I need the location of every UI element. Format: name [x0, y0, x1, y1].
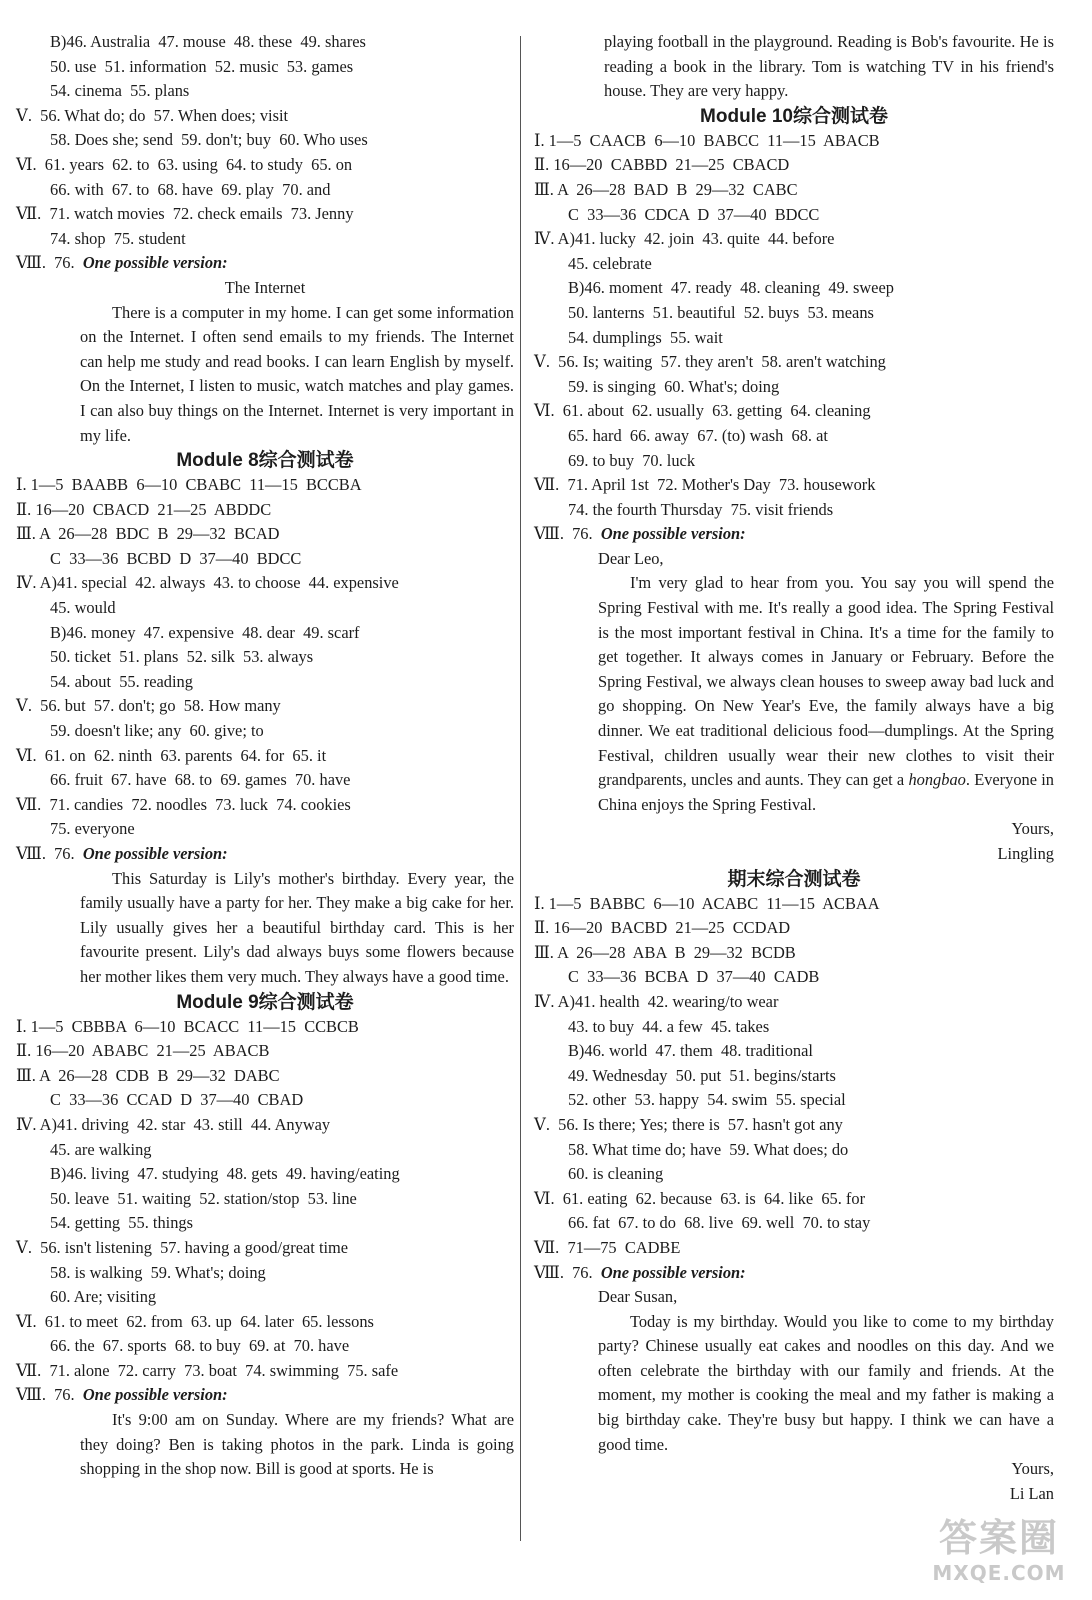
final-exam-answers	[534, 892, 1054, 1261]
answer-line: Ⅵ. 61. years 62. to 63. using 64. to study 65. on	[16, 154, 353, 174]
answer-line: Ⅴ. 56. but 57. don't; go 58. How many	[16, 696, 281, 716]
answer-line: B)46. moment 47. ready 48. cleaning 49. sweep	[568, 278, 894, 298]
answer-line: 43. to buy 44. a few 45. takes	[568, 1016, 770, 1036]
answer-line: 58. What time do; have 59. What does; do	[568, 1139, 849, 1159]
answer-line: 58. Does she; send 59. don't; buy 60. Who uses	[50, 130, 368, 150]
answer-line: Ⅶ. 71—75 CADBE	[534, 1237, 681, 1257]
answer-line: Ⅲ. A 26—28 ABA B 29—32 BCDB	[534, 942, 796, 962]
one-possible-label: One possible version:	[600, 524, 746, 544]
right-column	[534, 30, 1054, 1506]
site-watermark-logo: 答案圈 MXQE.COM	[932, 1516, 1066, 1585]
answer-line: 54. getting 55. things	[50, 1213, 193, 1233]
answer-line: Ⅳ. A)41. special 42. always 43. to choose 44. expensive	[16, 573, 399, 593]
answer-line: C 33—36 BCBD D 37—40 BDCC	[50, 548, 302, 568]
left-column	[16, 30, 514, 1482]
answer-line: B)46. world 47. them 48. traditional	[568, 1041, 813, 1061]
one-possible-label: One possible version:	[82, 1385, 228, 1405]
answer-line: 66. the 67. sports 68. to buy 69. at 70. have	[50, 1336, 350, 1356]
answer-line: Ⅰ. 1—5 CAACB 6—10 BABCC 11—15 ABACB	[534, 130, 880, 150]
answer-line: 58. is walking 59. What's; doing	[50, 1262, 266, 1282]
answer-line: Ⅲ. A 26—28 BDC B 29—32 BCAD	[16, 524, 280, 544]
module10-answers	[534, 129, 1054, 523]
answer-line: 49. Wednesday 50. put 51. begins/starts	[568, 1065, 836, 1085]
letter-birthday-party: Today is my birthday. Would you like to come to my birthday party? Chinese usually eat cakes and noodles on this day. And we often celebrate the birthday with our family and friends. At the moment, my mother is cooking the meal and my father is making a big birthday cake. They're busy but happy. I think we can have a good time.	[598, 1311, 1054, 1454]
one-possible-label: One possible version:	[82, 253, 228, 273]
answer-line: B)46. Australia 47. mouse 48. these 49. shares	[50, 32, 366, 51]
answer-line: Ⅵ. 61. on 62. ninth 63. parents 64. for 65. it	[16, 745, 327, 765]
answer-line: 69. to buy 70. luck	[568, 450, 696, 470]
letter-spring-festival: I'm very glad to hear from you. You say you will spend the Spring Festival with me. It's really a good idea. The Spring Festival is the most important festival in China. It's a time for the family to get together. It always comes in January or February. Before the Spring Festival, we always clean houses to sweep away bad luck and go shopping. On New Year's Eve, the family always have a big dinner. We eat traditional delicious food—dumplings. At the Spring Festival, children usually wear their new clothes to visit their grandparents, uncles and aunts. They can get a hongbao. Everyone in China enjoys the Spring Festival.	[598, 573, 1055, 814]
answer-line: Ⅰ. 1—5 BABBC 6—10 ACABC 11—15 ACBAA	[534, 893, 880, 913]
essay-birthday-lily: This Saturday is Lily's mother's birthday. Every year, the family usually have a party for her. They make a big cake for her. Lily usually gives her a beautiful birthday card. This is her favourite present. Lily's dad always buys some flowers because her mother likes them very much. They always have a good time.	[80, 868, 514, 986]
answer-line: Ⅴ. 56. isn't listening 57. having a good/great time	[16, 1237, 349, 1257]
module10-heading: Module 10综合测试卷	[700, 105, 888, 127]
answer-line: 74. shop 75. student	[50, 228, 186, 248]
module7-answers	[16, 30, 514, 251]
section8-number: Ⅷ. 76. One possible version:	[16, 1385, 228, 1405]
answer-line: Ⅳ. A)41. health 42. wearing/to wear	[534, 991, 779, 1011]
answer-line: 50. ticket 51. plans 52. silk 53. always	[50, 647, 314, 667]
answer-line: 75. everyone	[50, 819, 135, 839]
answer-line: B)46. money 47. expensive 48. dear 49. scarf	[50, 622, 360, 642]
answer-line: Ⅶ. 71. April 1st 72. Mother's Day 73. housework	[534, 475, 876, 495]
answer-line: Ⅶ. 71. alone 72. carry 73. boat 74. swimming 75. safe	[16, 1360, 399, 1380]
answer-line: Ⅱ. 16—20 ABABC 21—25 ABACB	[16, 1041, 270, 1061]
answer-line: B)46. living 47. studying 48. gets 49. having/eating	[50, 1164, 400, 1184]
module8-heading: Module 8综合测试卷	[176, 450, 354, 472]
answer-line: 54. cinema 55. plans	[50, 81, 190, 101]
answer-line: Ⅵ. 61. eating 62. because 63. is 64. like 65. for	[534, 1188, 866, 1208]
section8-number: Ⅷ. 76. One possible version:	[16, 844, 228, 863]
answer-line: Ⅵ. 61. to meet 62. from 63. up 64. later 65. lessons	[16, 1311, 374, 1331]
answer-line: C 33—36 CCAD D 37—40 CBAD	[50, 1090, 304, 1110]
letter-signature: Lingling	[997, 844, 1054, 863]
answer-line: Ⅱ. 16—20 CBACD 21—25 ABDDC	[16, 499, 272, 519]
answer-line: Ⅲ. A 26—28 CDB B 29—32 DABC	[16, 1065, 280, 1085]
essay-internet: There is a computer in my home. I can get some information on the Internet. I often send emails to my friends. The Internet can help me study and read books. I can learn English by myself. On the Internet, I listen to music, watch matches and play games. I can also buy things on the Internet. Internet is very important in my life.	[80, 302, 514, 445]
answer-line: Ⅱ. 16—20 BACBD 21—25 CCDAD	[534, 918, 791, 938]
answer-line: 60. Are; visiting	[50, 1287, 157, 1307]
letter-closing: Yours,	[1011, 1459, 1054, 1479]
answer-line: Ⅴ. 56. Is there; Yes; there is 57. hasn't got any	[534, 1114, 843, 1134]
section8-number: Ⅷ. 76. One possible version:	[534, 1262, 746, 1282]
answer-line: Ⅰ. 1—5 CBBBA 6—10 BCACC 11—15 CCBCB	[16, 1016, 359, 1036]
answer-line: C 33—36 CDCA D 37—40 BDCC	[568, 204, 820, 224]
answer-line: Ⅳ. A)41. driving 42. star 43. still 44. Anyway	[16, 1114, 331, 1134]
essay-sunday-friends-part1: It's 9:00 am on Sunday. Where are my friends? What are they doing? Ben is taking photos in the park. Linda is going shopping in the shop now. Bill is good at sports. He is	[80, 1410, 514, 1479]
answer-line: 59. doesn't like; any 60. give; to	[50, 721, 264, 741]
answer-line: Ⅵ. 61. about 62. usually 63. getting 64. cleaning	[534, 401, 871, 421]
answer-line: Ⅶ. 71. candies 72. noodles 73. luck 74. cookies	[16, 794, 351, 814]
answer-line: Ⅰ. 1—5 BAABB 6—10 CBABC 11—15 BCCBA	[16, 475, 362, 495]
answer-line: Ⅳ. A)41. lucky 42. join 43. quite 44. before	[534, 229, 835, 249]
answer-line: Ⅶ. 71. watch movies 72. check emails 73. Jenny	[16, 204, 354, 224]
module8-answers	[16, 473, 514, 842]
answer-line: 74. the fourth Thursday 75. visit friends	[568, 499, 834, 519]
answer-line: 45. would	[50, 598, 116, 618]
letter-signature: Li Lan	[1009, 1483, 1054, 1503]
answer-line: 45. are walking	[50, 1139, 152, 1159]
letter-greeting: Dear Susan,	[598, 1287, 678, 1307]
final-exam-heading: 期末综合测试卷	[727, 868, 861, 890]
section8-number: Ⅷ. 76. One possible version:	[16, 253, 228, 273]
essay-title: The Internet	[224, 277, 306, 297]
answer-line: 66. with 67. to 68. have 69. play 70. and	[50, 179, 331, 199]
letter-greeting: Dear Leo,	[598, 548, 664, 568]
answer-line: 52. other 53. happy 54. swim 55. special	[568, 1090, 846, 1110]
module9-answers	[16, 1015, 514, 1384]
answer-line: 50. use 51. information 52. music 53. games	[50, 56, 354, 76]
answer-line: Ⅱ. 16—20 CABBD 21—25 CBACD	[534, 155, 790, 175]
answer-line: 65. hard 66. away 67. (to) wash 68. at	[568, 425, 828, 445]
essay-sunday-friends-part2: playing football in the playground. Reading is Bob's favourite. He is reading a book in the library. Tom is watching TV in his friend's house. They are very happy.	[604, 32, 1054, 101]
answer-line: 54. dumplings 55. wait	[568, 327, 723, 347]
answer-line: Ⅲ. A 26—28 BAD B 29—32 CABC	[534, 179, 798, 199]
section8-number: Ⅷ. 76. One possible version:	[534, 524, 746, 544]
column-divider	[520, 36, 521, 1541]
one-possible-label: One possible version:	[82, 844, 228, 863]
answer-line: 60. is cleaning	[568, 1164, 664, 1184]
answer-line: 66. fat 67. to do 68. live 69. well 70. to stay	[568, 1213, 871, 1233]
one-possible-label: One possible version:	[600, 1262, 746, 1282]
answer-line: 59. is singing 60. What's; doing	[568, 376, 780, 396]
module9-heading: Module 9综合测试卷	[176, 991, 354, 1013]
answer-line: 45. celebrate	[568, 253, 652, 273]
answer-line: C 33—36 BCBA D 37—40 CADB	[568, 967, 820, 987]
answer-line: 50. lanterns 51. beautiful 52. buys 53. means	[568, 302, 874, 322]
answer-line: Ⅴ. 56. What do; do 57. When does; visit	[16, 105, 289, 125]
answer-line: 54. about 55. reading	[50, 671, 193, 691]
answer-line: 50. leave 51. waiting 52. station/stop 53. line	[50, 1188, 357, 1208]
answer-line: Ⅴ. 56. Is; waiting 57. they aren't 58. aren't watching	[534, 352, 886, 372]
letter-closing: Yours,	[1011, 819, 1054, 839]
answer-line: 66. fruit 67. have 68. to 69. games 70. have	[50, 770, 351, 790]
